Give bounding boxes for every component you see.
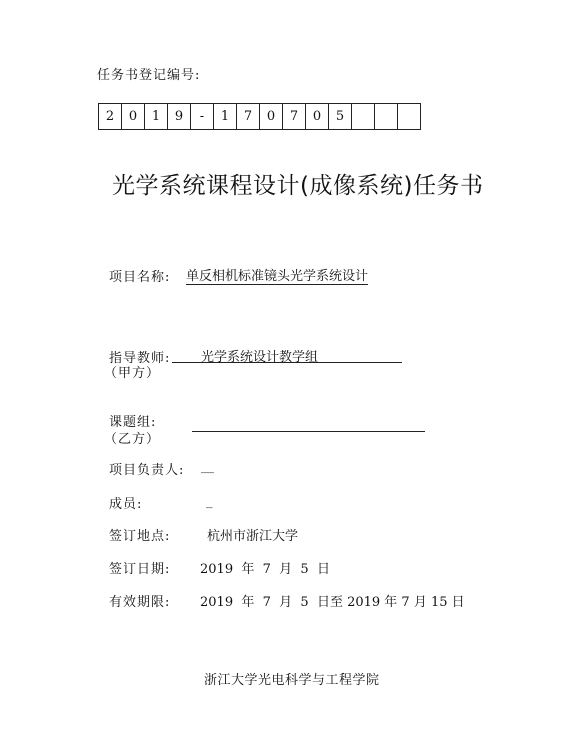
reg-digit-box: 5 [329, 104, 352, 130]
sign-place-value: 杭州市浙江大学 [207, 529, 299, 544]
validity-value: 2019 年 7 月 5 日至 2019 年 7 月 15 日 [200, 595, 465, 610]
supervisor-value: 光学系统设计教学组 [201, 350, 319, 365]
supervisor-label: 指导教师: [109, 351, 171, 366]
group-underline [192, 431, 425, 432]
sign-date-label: 签订日期: [109, 562, 171, 577]
reg-digit-box: 7 [283, 104, 306, 130]
reg-digit-box: 1 [145, 104, 168, 130]
group-party-label: （乙方） [104, 432, 161, 447]
reg-digit-box: 0 [122, 104, 145, 130]
reg-digit-box: 9 [168, 104, 191, 130]
members-label: 成员: [109, 497, 143, 512]
reg-digit-box: 7 [237, 104, 260, 130]
leader-value: __ [201, 459, 214, 474]
sign-place-label: 签订地点: [109, 529, 171, 544]
members-value: _ [206, 494, 213, 509]
reg-digit-box: - [191, 104, 214, 130]
supervisor-party-label: （甲方） [104, 366, 161, 381]
reg-digit-box [398, 104, 421, 130]
reg-digit-box: 2 [99, 104, 122, 130]
leader-label: 项目负责人: [109, 463, 185, 478]
registration-label: 任务书登记编号: [97, 68, 201, 83]
group-label: 课题组: [109, 415, 157, 430]
reg-digit-box [375, 104, 398, 130]
sign-date-value: 2019 年 7 月 5 日 [200, 562, 330, 577]
document-title: 光学系统课程设计(成像系统)任务书 [112, 173, 484, 199]
reg-digit-box: 0 [306, 104, 329, 130]
registration-number-boxes [98, 103, 421, 130]
validity-label: 有效期限: [109, 595, 171, 610]
project-name-label: 项目名称: [109, 270, 171, 285]
reg-digit-box: 1 [214, 104, 237, 130]
reg-digit-box: 0 [260, 104, 283, 130]
footer-institution: 浙江大学光电科学与工程学院 [204, 673, 380, 688]
reg-digit-box [352, 104, 375, 130]
project-name-value: 单反相机标准镜头光学系统设计 [186, 265, 368, 285]
